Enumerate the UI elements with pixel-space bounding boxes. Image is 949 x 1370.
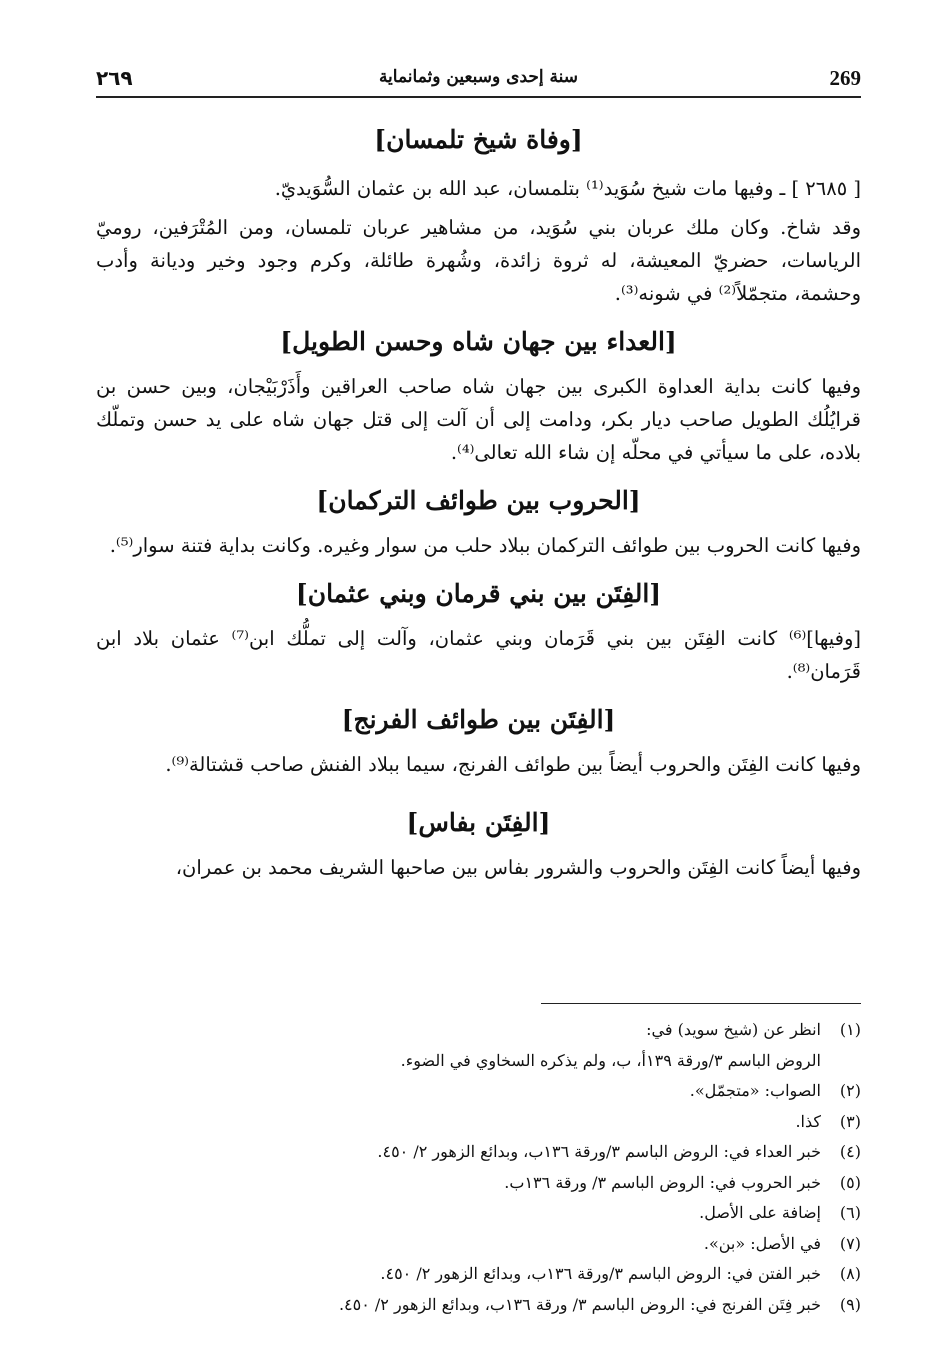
section-heading: [الفِتَن بين طوائف الفرنج] bbox=[341, 705, 616, 734]
footnote-text: في الأصل: «بن». bbox=[703, 1233, 821, 1253]
page-number-arabic: ٢٦٩ bbox=[96, 66, 133, 90]
paragraph: [ ٢٦٨٥ ] ـ وفيها مات شيخ سُوَيد⁽¹⁾ بتلمسان، عبد الله بن عثمان السُّوَيديّ. bbox=[274, 177, 861, 200]
footnote bbox=[96, 1107, 861, 1138]
footnote bbox=[96, 1290, 861, 1321]
footnote bbox=[96, 1076, 861, 1107]
footnote-text: إضافة على الأصل. bbox=[699, 1203, 821, 1222]
footnote bbox=[96, 1198, 861, 1229]
footnote-number: (٩) bbox=[839, 1294, 861, 1314]
footnotes bbox=[96, 1015, 861, 1320]
footnote-number: (٨) bbox=[839, 1264, 861, 1283]
footnote-text: خبر العداء في: الروض الباسم ٣/ورقة ١٣٦ب، وبدائع الزهور ٢/ ٤٥٠. bbox=[377, 1142, 821, 1161]
footnote bbox=[96, 1168, 861, 1199]
footnote bbox=[96, 1229, 861, 1260]
section-heading: [العداء بين جهان شاه وحسن الطويل] bbox=[280, 327, 677, 356]
section-heading: [الحروب بين طوائف التركمان] bbox=[316, 486, 641, 515]
footnote-text: انظر عن (شيخ سويد) في: bbox=[646, 1020, 821, 1039]
footnote bbox=[96, 1259, 861, 1290]
paragraph: [وفيها]⁽⁶⁾ كانت الفِتَن بين بني قَرَمان وبني عثمان، وآلت إلى تملُّك ابن⁽⁷⁾ عثمان بلاد ابن قَرَمان⁽⁸⁾. bbox=[96, 627, 862, 683]
footnote-number: (٧) bbox=[839, 1233, 861, 1253]
main-text bbox=[96, 110, 861, 884]
footnote-number: (١) bbox=[839, 1020, 861, 1039]
footnote-number: (٣) bbox=[839, 1111, 861, 1131]
paragraph: وفيها كانت الحروب بين طوائف التركمان ببلاد حلب من سوار وغيره. وكانت بداية فتنة سوار⁽⁵⁾. bbox=[109, 534, 861, 557]
page-header bbox=[96, 62, 861, 98]
footnote-text: خبر فِتَن الفرنج في: الروض الباسم ٣/ ورقة ١٣٦ب، وبدائع الزهور ٢/ ٤٥٠. bbox=[338, 1294, 821, 1314]
footnote-text: الصواب: «متجمّل». bbox=[689, 1081, 821, 1100]
footnote-number: (٢) bbox=[839, 1081, 861, 1100]
paragraph: وفيها أيضاً كانت الفِتَن والحروب والشرور بفاس بين صاحبها الشريف محمد بن عمران، bbox=[175, 856, 861, 879]
section-heading: [وفاة شيخ تلمسان] bbox=[374, 125, 583, 154]
paragraph: وفيها كانت بداية العداوة الكبرى بين جهان شاه صاحب العراقين وأَذَرْبَيْجان، وبين حسن بن قرايُلُك الطويل صاحب ديار بكر، ودامت إلى أن آلت إلى قتل جهان شاه على يد حسن وتملّك بلاده، على ما سيأتي في محلّه إن شاء الله تعالى⁽⁴⁾. bbox=[96, 375, 861, 464]
footnote-text: خبر الفتن في: الروض الباسم ٣/ورقة ١٣٦ب، وبدائع الزهور ٢/ ٤٥٠. bbox=[380, 1264, 821, 1283]
section-heading: [الفِتَن بفاس] bbox=[406, 808, 551, 837]
footnote-number: (٦) bbox=[839, 1203, 861, 1222]
footnote bbox=[96, 1137, 861, 1168]
page-number-latin: 269 bbox=[829, 66, 861, 90]
footnote-text: كذا. bbox=[795, 1111, 821, 1131]
paragraph: وقد شاخ. وكان ملك عربان بني سُوَيد، من مشاهير عربان تلمسان، ومن المُتْرَفين، روميّ الرياسات، حضريّ المعيشة، له ثروة زائدة، وشُهرة طائلة، وكرم وجود وخير وديانة وأدب وحشمة، متجمّلاً⁽²⁾ في شونه⁽³⁾. bbox=[96, 216, 861, 305]
footnote bbox=[96, 1015, 861, 1046]
running-title: سنة إحدى وسبعين وثمانماية bbox=[378, 67, 579, 87]
paragraph: وفيها كانت الفِتَن والحروب أيضاً بين طوائف الفرنج، سيما ببلاد الفنش صاحب قشتالة⁽⁹⁾. bbox=[165, 753, 861, 776]
footnote-continuation: الروض الباسم ٣/ورقة ١٣٩أ، ب، ولم يذكره السخاوي في الضوء. bbox=[400, 1050, 821, 1070]
footnote-number: (٤) bbox=[839, 1142, 861, 1161]
section-heading: [الفِتَن بين بني قرمان وبني عثمان] bbox=[295, 579, 662, 608]
footnote-number: (٥) bbox=[839, 1172, 861, 1192]
footnote-separator bbox=[541, 1003, 861, 1004]
footnote-text: خبر الحروب في: الروض الباسم ٣/ ورقة ١٣٦ب. bbox=[504, 1172, 821, 1192]
